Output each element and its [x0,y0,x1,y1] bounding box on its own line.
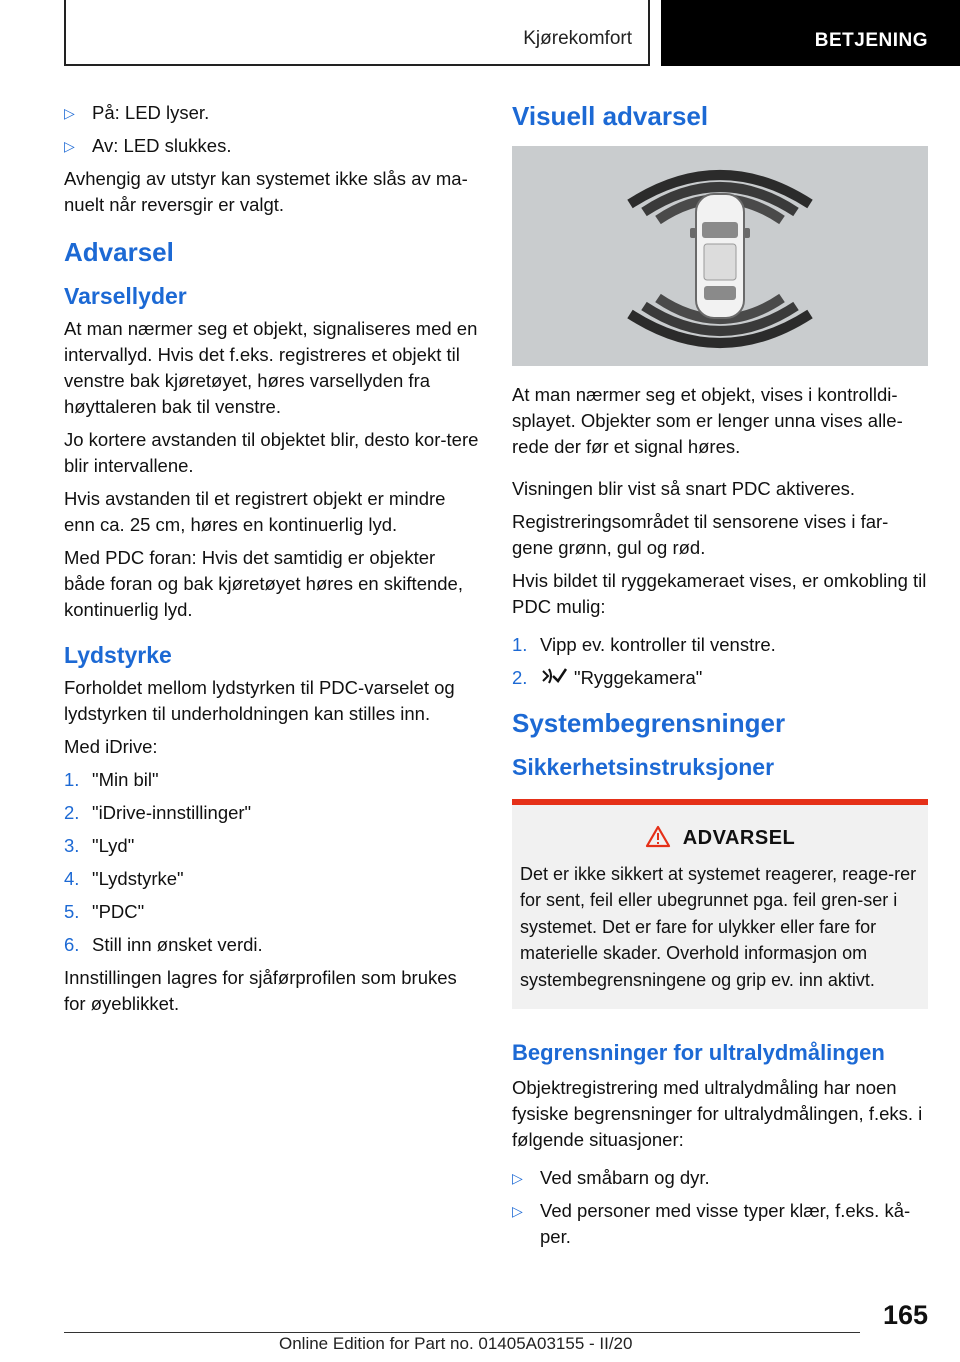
camera-steps-list [512,632,928,693]
heading-sikkerhetsinstruksjoner: Sikkerhetsinstruksjoner [512,753,775,780]
warning-box [512,799,928,1010]
list-item: ▷ På: LED lyser. [64,100,480,126]
paragraph: Objektregistrering med ultralydmåling har noen fysiske begrensninger for ultralydmålingen, f.eks. i følgende situasjoner: [512,1077,923,1151]
list-item: ▷ Ved småbarn og dyr. [512,1165,928,1191]
warning-text: Det er ikke sikkert at systemet reagerer, reage-rer for sent, feil eller ubegrunnet pga. feil gren-ser i systemet. Det er fare for ulykker eller fare for materielle skader. Overhold informasjon om systembegrensningene og grip ev. inn aktivt. [520,863,917,990]
pdc-sensor-icon [540,666,574,693]
car-parking-sensor-icon [512,146,928,366]
limitations-bullet-list [512,1165,928,1250]
page-number: 165 [882,1300,928,1330]
paragraph: Med PDC foran: Hvis det samtidig er objekter både foran og bak kjøretøyet høres en skiftende, kontinuerlig lyd. [64,547,463,620]
paragraph: At man nærmer seg et objekt, signaliseres med en intervallyd. Hvis det f.eks. registreres et objekt til venstre bak kjøretøyet, høres varsellyden fra høyttaleren bak til venstre. [64,318,478,417]
heading-visuell-advarsel: Visuell advarsel [512,101,709,131]
list-item: 3. "Lyd" [64,835,135,856]
left-column [64,100,480,1024]
list-item: ▷ Ved personer med visse typer klær, f.eks. kå-per. [512,1200,911,1248]
list-item: 2. "Ryggekamera" [512,665,928,693]
header-section-title: Kjørekomfort [523,28,632,49]
paragraph: Jo kortere avstanden til objektet blir, desto kor-tere blir intervallene. [64,429,479,476]
idrive-steps-list [64,767,480,958]
intro-bullet-list [64,100,480,159]
heading-lydstyrke: Lydstyrke [64,642,172,668]
footer-divider [64,1332,860,1333]
paragraph: Hvis bildet til ryggekameraet vises, er omkobling til PDC mulig: [512,570,927,617]
list-item: 5. "PDC" [64,901,145,922]
heading-systembegrensninger: Systembegrensninger [512,707,786,738]
pdc-display-illustration [512,146,928,366]
paragraph: Visningen blir vist så snart PDC aktiveres. [512,478,856,499]
triangle-bullet-icon: ▷ [64,105,75,121]
paragraph: Avhengig av utstyr kan systemet ikke slås av ma-nuelt når reversgir er valgt. [64,168,468,215]
list-item: 1. Vipp ev. kontroller til venstre. [512,634,776,655]
list-item: 2. "iDrive-innstillinger" [64,802,252,823]
triangle-bullet-icon: ▷ [512,1170,523,1187]
paragraph: At man nærmer seg et objekt, vises i kontrolldi-splayet. Objekter som er lenger unna vises alle-rede der før et signal høres. [512,384,903,457]
paragraph: Innstillingen lagres for sjåførprofilen som brukes for øyeblikket. [64,967,457,1014]
paragraph: Med iDrive: [64,736,158,757]
header-chapter-title: BETJENING [814,30,928,51]
list-item: 6. Still inn ønsket verdi. [64,934,263,955]
list-item: ▷ Av: LED slukkes. [64,133,480,159]
heading-advarsel: Advarsel [64,237,174,267]
right-column [512,100,928,1257]
paragraph: Registreringsområdet til sensorene vises i far-gene grønn, gul og rød. [512,511,889,558]
paragraph: Hvis avstanden til et registrert objekt er mindre enn ca. 25 cm, høres en kontinuerlig lyd. [64,488,446,535]
list-item: 1. "Min bil" [64,769,159,790]
list-item: 4. "Lydstyrke" [64,868,184,889]
triangle-bullet-icon: ▷ [64,138,75,154]
header-section-box [64,0,650,66]
warning-triangle-icon [645,825,671,853]
paragraph: Forholdet mellom lydstyrken til PDC-varselet og lydstyrken til underholdningen kan stilles inn. [64,677,455,724]
warning-label: ADVARSEL [682,827,796,850]
heading-varsellyder: Varsellyder [64,283,187,309]
heading-begrensninger: Begrensninger for ultralydmålingen [512,1040,885,1066]
triangle-bullet-icon: ▷ [512,1203,523,1220]
footer-edition: Online Edition for Part no. 01405A03155 - II/20 [279,1334,633,1353]
header-chapter-box [661,0,960,66]
